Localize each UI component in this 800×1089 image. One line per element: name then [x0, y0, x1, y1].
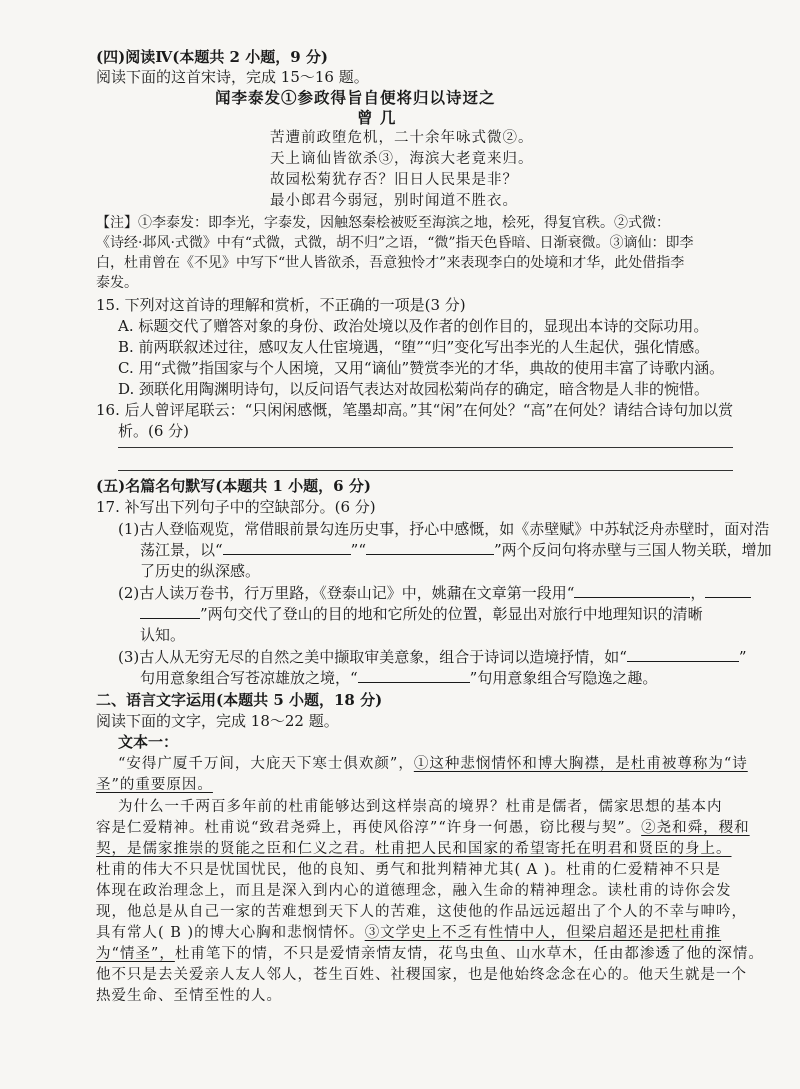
- text-1-para-2-line-1: 为什么一千两百多年前的杜甫能够达到这样崇高的境界？杜甫是儒者，儒家思想的基本内: [118, 799, 723, 815]
- poem-note-line-3: 白，杜甫曾在《不见》中写下“世人皆欲杀，吾意独怜才”来表现李白的处境和才华，此处借指李: [96, 255, 685, 271]
- q17-item-3-text-c: 句用意象组合写苍凉雄放之境，“: [140, 669, 358, 687]
- poem-title: 闻李泰发①参政得旨自便将归以诗迓之: [215, 88, 496, 107]
- q17-blank-6[interactable]: [358, 668, 470, 683]
- poem-note-line-2: 《诗经·邶风·式微》中有“式微，式微，胡不归”之语，“微”指天色昏暗、日渐衰微。③谪仙：即李: [96, 235, 694, 251]
- q17-item-1-text-b: ”“: [350, 541, 367, 559]
- q17-item-3-line-2: [140, 668, 657, 688]
- q17-item-3-text-b: ”: [738, 648, 747, 666]
- q17-item-3-text-a: (3)古人从无穷无尽的自然之美中撷取审美意象，组合于诗词以造境抒情，如“: [118, 648, 627, 666]
- question-16-line-1: 16. 后人曾评尾联云：“只闲闲感慨，笔墨却高。”其“闲”在何处？“高”在何处？请结合诗句加以赏: [96, 401, 734, 419]
- text-1-underlined-2b: 契，是儒家推崇的贤能之臣和仁义之君。: [96, 841, 375, 857]
- text-1-para-2-line-9: 他不只是去关爱亲人友人邻人，苍生百姓、社稷国家，也是他始终念念在心的。他天生就是一个: [96, 967, 747, 983]
- q17-item-2-text-b: ，: [690, 584, 706, 602]
- q17-blank-3[interactable]: [574, 583, 690, 598]
- q17-item-3-line-1: [118, 647, 747, 667]
- text-1-p2-g-text: 具有常人( B )的博大心胸和悲悯情怀。: [96, 925, 365, 941]
- text-1-p2-c-text: 杜甫把人民和国家的希望寄托在明君和贤臣的身上。: [375, 841, 732, 857]
- question-17: 17. 补写出下列句子中的空缺部分。(6 分): [96, 498, 376, 516]
- q17-item-2-line-2: [140, 604, 703, 624]
- poem-author: 曾 几: [357, 108, 397, 127]
- q17-item-1-line-1: (1)古人登临观览，常借眼前景勾连历史事，抒心中感慨，如《赤壁赋》中苏轼泛舟赤壁时，面对浩: [118, 520, 770, 538]
- q17-item-1-text-c: ”两个反问句将赤壁与三国人物关联，增加: [494, 541, 772, 559]
- text-1-underlined-1b: 圣”的重要原因。: [96, 777, 213, 793]
- text-1-para-2-line-6: 现，他总是从自己一家的苦难想到天下人的苦难，这使他的作品远远超出了个人的不幸与呻吟，: [96, 904, 747, 920]
- text-1-para-2-line-5: 体现在政治理念上，而且是深入到内心的道德理念，融入生命的精神理念。读杜甫的诗你会发: [96, 883, 732, 899]
- text-1-para-2-line-10: 热爱生命、至情至性的人。: [96, 988, 282, 1004]
- text-1-p2-h-text: 杜甫笔下的情，不只是爱情亲情友情，花鸟虫鱼、山水草木，任由都渗透了他的深情。: [174, 946, 764, 962]
- poem-line-1: 苦遭前政堕危机，二十余年咏式微②。: [270, 130, 534, 146]
- poem-line-2: 天上谪仙皆欲杀③，海滨大老竟来归。: [270, 151, 534, 167]
- q15-option-d: D. 颈联化用陶渊明诗句，以反问语气表达对故园松菊尚存的确定，暗含物是人非的惋惜。: [118, 380, 710, 398]
- q17-blank-5[interactable]: [627, 647, 739, 662]
- text-1-underlined-2a: ②尧和舜，稷和: [641, 820, 750, 836]
- q17-item-1-text-a: 荡江景，以“: [140, 541, 223, 559]
- text-1-para-2-line-8: [96, 944, 764, 964]
- text-1-para-2-line-2: [96, 818, 750, 838]
- q17-item-2-text-a: (2)古人读万卷书，行万里路，《登泰山记》中，姚鼐在文章第一段用“: [118, 584, 575, 602]
- part-2-intro: 阅读下面的文字，完成 18～22 题。: [96, 712, 339, 730]
- part-2-heading: 二、语言文字运用(本题共 5 小题，18 分): [96, 691, 383, 709]
- question-15: 15. 下列对这首诗的理解和赏析，不正确的一项是(3 分): [96, 296, 466, 314]
- text-1-para-1-line-1: [118, 754, 748, 774]
- q17-item-2-text-c: ”两句交代了登山的目的地和它所处的位置，彰显出对旅行中地理知识的清晰: [200, 605, 703, 623]
- q17-item-2-line-1: [118, 583, 751, 603]
- q17-blank-4b[interactable]: [140, 604, 200, 619]
- q15-option-b: B. 前两联叙述过往，感叹友人仕宦境遇，“堕”“归”变化写出李光的人生起伏，强化情感。: [118, 338, 710, 356]
- q17-blank-4a[interactable]: [705, 583, 751, 598]
- poem-note-line-4: 泰发。: [96, 275, 138, 291]
- q17-item-1-line-3: 了历史的纵深感。: [140, 562, 261, 580]
- q17-item-1-line-2: [140, 540, 772, 560]
- text-1-underlined-1a: ①这种悲悯情怀和博大胸襟，是杜甫被尊称为“诗: [413, 756, 748, 772]
- text-1-quote: “安得广厦千万间，大庇天下寒士俱欢颜”，: [118, 756, 414, 772]
- section-4-intro: 阅读下面的这首宋诗，完成 15～16 题。: [96, 68, 369, 86]
- q17-blank-2[interactable]: [366, 540, 494, 555]
- text-1-para-2-line-7: [96, 923, 721, 943]
- q15-option-c: C. 用“式微”指国家与个人困境，又用“谪仙”赞赏李光的才华，典故的使用丰富了诗歌内涵。: [118, 359, 725, 377]
- question-16-line-2: 析。(6 分): [118, 422, 190, 440]
- q15-option-a: A. 标题交代了赠答对象的身份、政治处境以及作者的创作目的，显现出本诗的交际功用。: [118, 317, 709, 335]
- text-1-underlined-3a: ③文学史上不乏有性情中人，但梁启超还是把杜甫推: [364, 925, 722, 941]
- q17-item-3-text-d: ”句用意象组合写隐逸之趣。: [469, 669, 658, 687]
- text-1-para-2-line-4: 杜甫的伟大不只是忧国忧民，他的良知、勇气和批判精神尤其( A )。杜甫的仁爱精神不只是: [96, 862, 722, 878]
- poem-note-line-1: 【注】①李泰发：即李光，字泰发，因触怒秦桧被贬至海滨之地，桧死，得复官秩。②式微：: [96, 215, 670, 231]
- text-1-underlined-3b: 为“情圣”，: [96, 946, 175, 962]
- poem-line-3: 故园松菊犹存否？旧日人民果是非？: [270, 172, 518, 188]
- section-5-heading: (五)名篇名句默写(本题共 1 小题，6 分): [96, 477, 371, 495]
- q17-item-2-line-3: 认知。: [140, 626, 186, 644]
- text-1-para-2-line-3: [96, 839, 732, 859]
- answer-line-1[interactable]: [118, 447, 733, 448]
- answer-line-2[interactable]: [118, 470, 733, 471]
- q17-blank-1[interactable]: [223, 540, 351, 555]
- text-1-p2-b-text: 容是仁爱精神。杜甫说“致君尧舜上，再使风俗淳”“许身一何愚，窃比稷与契”。: [96, 820, 642, 836]
- text-1-label: 文本一：: [118, 733, 179, 751]
- poem-line-4: 最小郎君今弱冠，别时闻道不胜衣。: [270, 193, 518, 209]
- section-4-heading: (四)阅读Ⅳ(本题共 2 小题，9 分): [96, 48, 328, 66]
